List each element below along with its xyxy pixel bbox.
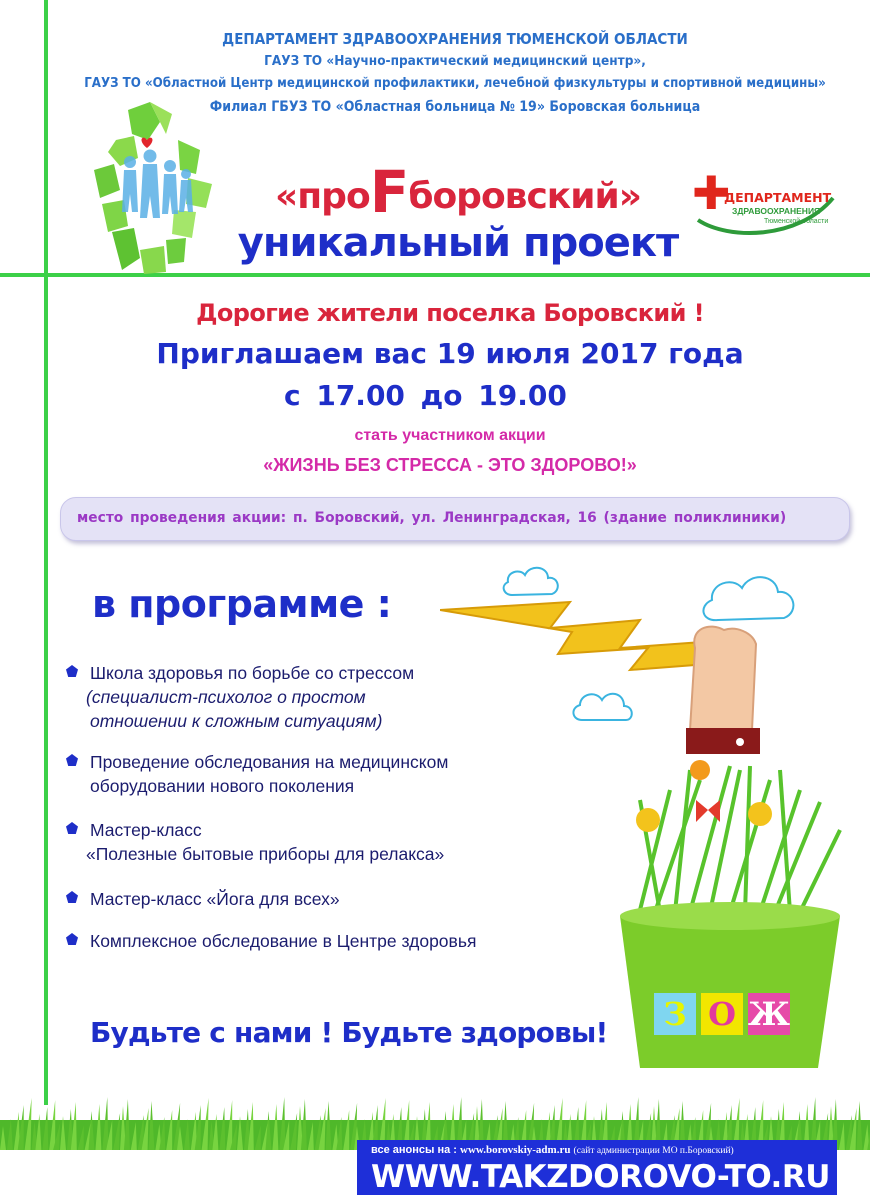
program-title: в программе :: [92, 582, 392, 626]
footer-announcements: [371, 1144, 734, 1156]
flower-pot-icon: [620, 916, 840, 1068]
health-department-logo: [688, 168, 838, 238]
venue-box: [60, 497, 850, 541]
item-text: оборудовании нового поколения: [90, 776, 355, 796]
region-people-emblem: [88, 100, 218, 275]
item-text: Мастер-класс «Йога для всех»: [90, 889, 340, 909]
item-note: (специалист-психолог о простом: [86, 687, 366, 707]
item-text: Школа здоровья по борьбе со стрессом: [90, 663, 415, 683]
cloud-icon: [504, 568, 558, 595]
header-center-2: ГАУЗ ТО «Областной Центр медицинской профилактики, лечебной физкультуры и спортивной медицины»: [84, 76, 826, 91]
header-center-1: ГАУЗ ТО «Научно-практический медицинский центр»,: [264, 53, 646, 69]
pentagon-bullet-icon: [66, 933, 78, 945]
item-note: отношении к сложным ситуациям): [90, 711, 383, 731]
title-prefix: «про: [275, 176, 370, 217]
header-department: ДЕПАРТАМЕНТ ЗДРАВООХРАНЕНИЯ ТЮМЕНСКОЙ ОБЛАСТИ: [222, 30, 688, 48]
zozh-blocks: [654, 993, 790, 1035]
title-suffix: боровский»: [408, 176, 641, 217]
pentagon-bullet-icon: [66, 754, 78, 766]
footer-site-link[interactable]: www.borovskiy-adm.ru: [460, 1144, 571, 1156]
letter-block: Ж: [748, 995, 790, 1033]
pentagon-bullet-icon: [66, 891, 78, 903]
item-text: Мастер-класс: [90, 820, 202, 840]
logo-line-3: Тюменской области: [764, 218, 829, 225]
pentagon-bullet-icon: [66, 822, 78, 834]
action-intro: стать участником акции: [354, 427, 546, 444]
item-text: Проведение обследования на медицинском: [90, 752, 449, 772]
project-title: [228, 158, 688, 226]
footer-prefix: все анонсы на :: [371, 1144, 457, 1156]
item-text: Комплексное обследование в Центре здоровья: [90, 931, 477, 951]
cufflink-icon: [736, 738, 744, 746]
closing-slogan: Будьте с нами ! Будьте здоровы!: [90, 1016, 608, 1049]
title-letter-f: F: [369, 158, 409, 226]
letter-block: О: [701, 993, 743, 1035]
item-text: «Полезные бытовые приборы для релакса»: [86, 844, 445, 864]
event-time: с 17.00 до 19.00: [284, 379, 567, 412]
logo-line-2: ЗДРАВООХРАНЕНИЯ: [732, 206, 821, 216]
flower-icon: [748, 802, 772, 826]
logo-line-1: ДЕПАРТАМЕНТ: [724, 190, 832, 205]
red-sleeve: [686, 728, 760, 754]
footer-main-url[interactable]: WWW.TAKZDOROVO-TO.RU: [371, 1159, 830, 1195]
flower-icon: [690, 760, 710, 780]
footer-banner: [357, 1140, 837, 1195]
green-vertical-rule: [44, 0, 48, 1105]
header-hospital: Филиал ГБУЗ ТО «Областная больница № 19» Боровская больница: [209, 99, 701, 115]
flower-icon: [636, 808, 660, 832]
raised-fist-icon: [690, 627, 756, 730]
action-name: «ЖИЗНЬ БЕЗ СТРЕССА - ЭТО ЗДОРОВО!»: [263, 455, 637, 475]
invitation-date: Приглашаем вас 19 июля 2017 года: [156, 337, 744, 370]
greeting: Дорогие жители поселка Боровский !: [196, 299, 704, 327]
footer-site-note: (сайт администрации МО п.Боровский): [573, 1146, 734, 1156]
venue-text: место проведения акции: п. Боровский, ул. Ленинградская, 16 (здание поликлиники): [77, 510, 787, 526]
project-subtitle: уникальный проект: [237, 220, 679, 266]
cloud-icon: [573, 694, 631, 720]
letter-block: З: [654, 993, 696, 1035]
pentagon-bullet-icon: [66, 665, 78, 677]
red-cross-icon: ✚: [692, 166, 731, 220]
